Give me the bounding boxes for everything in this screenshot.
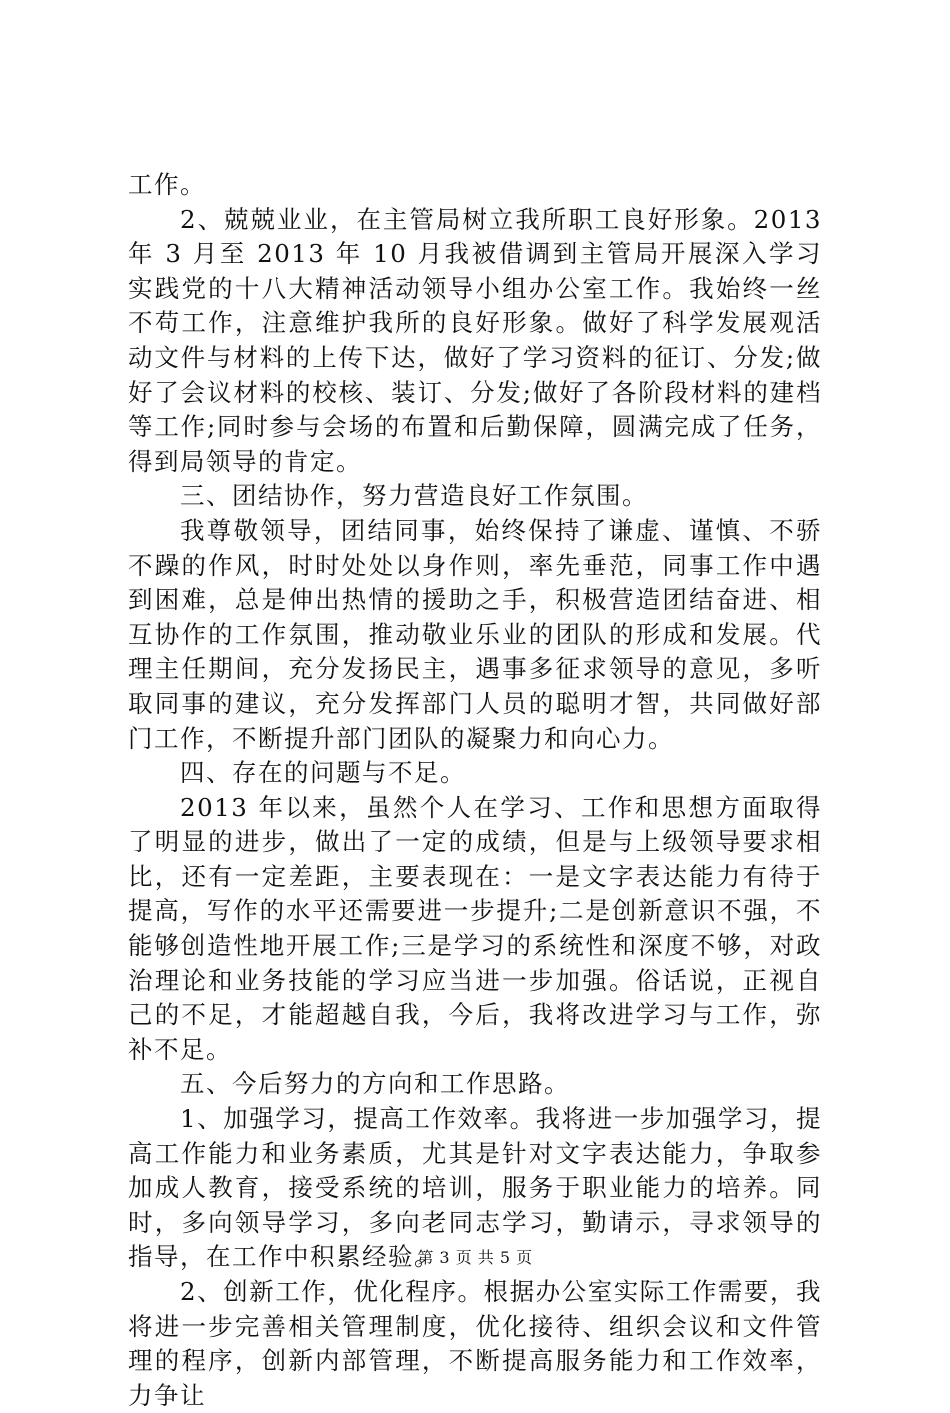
section-heading-5: 五、今后努力的方向和工作思路。	[180, 1069, 570, 1099]
section-heading-3: 三、团结协作，努力营造良好工作氛围。	[180, 481, 648, 511]
paragraph-continuation: 工作。	[128, 170, 206, 199]
paragraph-teamwork: 我尊敬领导，团结同事，始终保持了谦虚、谨慎、不骄不躁的作风，时时处处以身作则，率先垂范，同事工作中遇到困难，总是伸出热情的援助之手，积极营造团结奋进、相互协作的工作氛围，推动敬业乐业的团队的形成和发展。代理主任期间，充分发扬民主，遇事多征求领导的意见，多听取同事的建议，充分发挥部门人员的聪明才智，共同做好部门工作，不断提升部门团队的凝聚力和向心力。	[128, 515, 822, 753]
paragraph-item-1-study: 1、加强学习，提高工作效率。我将进一步加强学习，提高工作能力和业务素质，尤其是针对文字表达能力，争取参加成人教育，接受系统的培训，服务于职业能力的培养。同时，多向领导学习，多向老同志学习，勤请示，寻求领导的指导，在工作中积累经验。	[128, 1104, 822, 1272]
paragraph-item-2-innovation: 2、创新工作，优化程序。根据办公室实际工作需要，我将进一步完善相关管理制度，优化接待、组织会议和文件管理的程序，创新内部管理，不断提高服务能力和工作效率，力争让	[128, 1277, 822, 1410]
page-number-footer: 第 3 页 共 5 页	[417, 1248, 533, 1267]
paragraph-item-2-image: 2、兢兢业业，在主管局树立我所职工良好形象。2013 年 3 月至 2013 年 10 月我被借调到主管局开展深入学习实践党的十八大精神活动领导小组办公室工作。我始终一丝不苟工作，注意维护我所的良好形象。做好了科学发展观活动文件与材料的上传下达，做好了学习资料的征订、分发;做好了会议材料的校核、装订、分发;做好了各阶段材料的建档等工作;同时参与会场的布置和后勤保障，圆满完成了任务，得到局领导的肯定。	[128, 204, 822, 476]
section-heading-4: 四、存在的问题与不足。	[180, 758, 466, 788]
document-body	[128, 168, 822, 1413]
paragraph-shortcomings: 2013 年以来，虽然个人在学习、工作和思想方面取得了明显的进步，做出了一定的成绩，但是与上级领导要求相比，还有一定差距，主要表现在：一是文字表达能力有待于提高，写作的水平还需要进一步提升;二是创新意识不强，不能够创造性地开展工作;三是学习的系统性和深度不够，对政治理论和业务技能的学习应当进一步加强。俗话说，正视自己的不足，才能超越自我，今后，我将改进学习与工作，弥补不足。	[128, 792, 822, 1064]
